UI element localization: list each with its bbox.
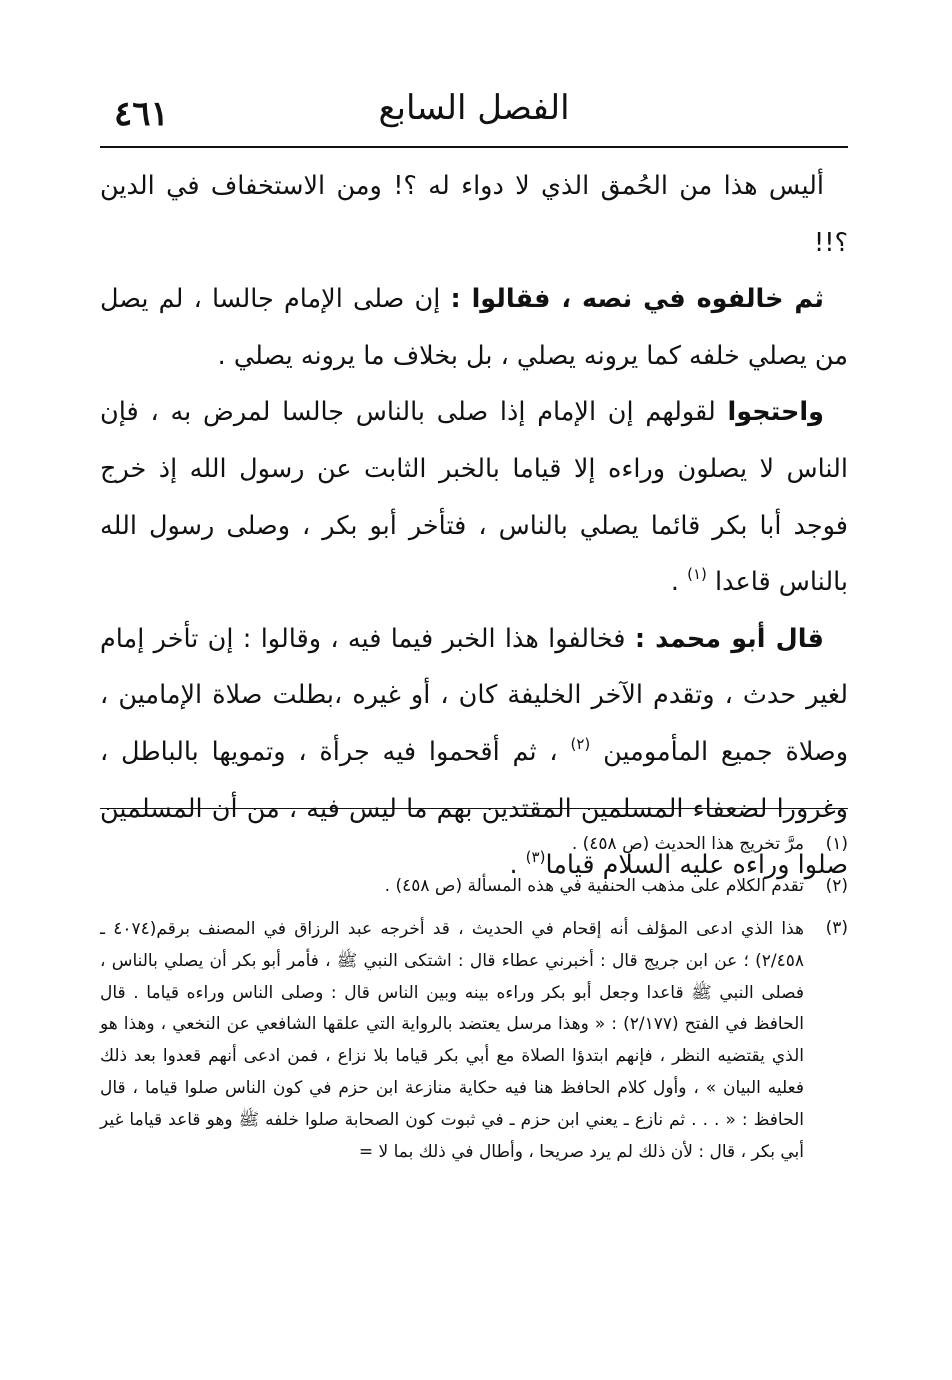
paragraph-2 — [100, 271, 848, 384]
page-header — [100, 88, 848, 148]
page-number: ٤٦١ — [114, 94, 169, 134]
paragraph-3 — [100, 384, 848, 610]
paragraph-1-text: أليس هذا من الحُمق الذي لا دواء له ؟! ومن الاستخفاف في الدين ؟!! — [100, 171, 848, 258]
paragraph-3-end: . — [670, 567, 688, 598]
footnote-item — [100, 872, 848, 900]
footnote-ref-1[interactable]: (١) — [687, 565, 707, 584]
chapter-title: الفصل السابع — [378, 88, 570, 128]
footnote-number: (٢) — [825, 876, 848, 896]
paragraph-4-text-a: فخالفوا هذا الخبر فيما فيه ، وقالوا : إن تأخر إمام لغير حدث ، وتقدم الآخر الخليفة كان ، أو غيره ،بطلت صلاة الإمامين ، وصلاة جميع المأمومين — [100, 623, 849, 767]
paragraph-2-lead: ثم خالفوه في نصه ، فقالوا : — [450, 284, 824, 315]
footnote-ref-3[interactable]: (٣) — [525, 848, 546, 867]
footnote-number: (١) — [825, 834, 848, 854]
paragraph-4-text-b: ، ثم أقحموا فيه جرأة ، وتمويها بالباطل ، وغرورا لضعفاء المسلمين المقتدين بهم ما ليس فيه ، من أن المسلمين صلوا وراءه عليه السلام قياما — [100, 736, 848, 881]
header-rule — [100, 146, 848, 148]
paragraph-3-lead: واحتجوا — [727, 397, 824, 428]
paragraph-1 — [100, 158, 848, 271]
footnote-separator — [100, 808, 848, 809]
main-text — [100, 158, 848, 894]
footnote-number: (٣) — [825, 918, 848, 938]
footnote-text: هذا الذي ادعى المؤلف أنه إقحام في الحديث ، قد أخرجه عبد الرزاق في المصنف برقم(٤٠٧٤ ـ ٢/٤٥٨) ؛ عن ابن جريج قال : أخبرني عطاء قال : اشتكى النبي ﷺ ، فأمر أبو بكر أن يصلي بالناس ، فصلى النبي ﷺ قاعدا وجعل أبو بكر وراءه بينه وبين الناس قال : وصلى الناس وراءه قياما . قال الحافظ في الفتح (٢/١٧٧) : « وهذا مرسل يعتضد بالرواية التي علقها الشافعي عن النخعي ، وهذا هو الذي يقتضيه النظر ، فإنهم ابتدؤا الصلاة مع أبي بكر قياما بلا نزاع ، فمن ادعى أنهم قعدوا بعد ذلك فعليه البيان » ، وأول كلام الحافظ هنا فيه حكاية منازعة ابن حزم في كون الناس صلوا قياما ، قال الحافظ : « . . . ثم نازع ـ يعني ابن حزم ـ في ثبوت كون الصحابة صلوا خلفه ﷺ وهو قاعد قياما غير أبي بكر ، قال : لأن ذلك لم يرد صريحا ، وأطال في ذلك بما لا = — [100, 919, 804, 1162]
footnote-item — [100, 830, 848, 858]
footnote-text: مرَّ تخريج هذا الحديث (ص ٤٥٨) . — [571, 834, 804, 854]
footnote-text: تقدم الكلام على مذهب الحنفية في هذه المسألة (ص ٤٥٨) . — [384, 876, 804, 896]
paragraph-4-end: . — [509, 850, 526, 881]
paragraph-2-text: إن صلى الإمام جالسا ، لم يصل من يصلي خلفه كما يرونه يصلي ، بل بخلاف ما يرونه يصلي . — [100, 284, 848, 371]
footnotes — [100, 830, 848, 1182]
paragraph-4-lead: قال أبو محمد : — [634, 623, 824, 654]
footnote-ref-2[interactable]: (٢) — [570, 734, 591, 753]
paragraph-3-text: لقولهم إن الإمام إذا صلى بالناس جالسا لمرض به ، فإن الناس لا يصلون وراءه إلا قياما بالخبر الثابت عن رسول الله إذ خرج فوجد أبا بكر قائما يصلي بالناس ، فتأخر أبو بكر ، وصلى رسول الله بالناس قاعدا — [100, 397, 848, 598]
footnote-item — [100, 914, 848, 1168]
